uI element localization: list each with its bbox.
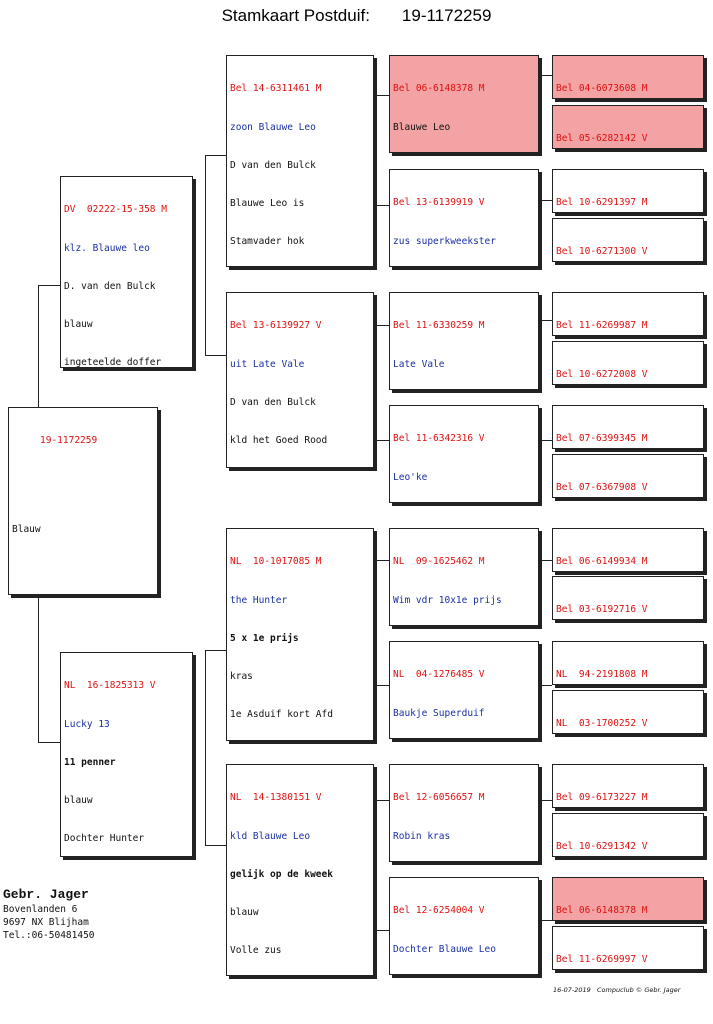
grandmother-maternal-card[interactable] [226, 764, 374, 976]
gggp-card[interactable] [552, 926, 704, 970]
ring-number: NL 94-2191808 M [556, 669, 648, 681]
connector [540, 320, 552, 321]
father-card[interactable] [60, 176, 193, 368]
connector [376, 800, 377, 930]
ring-number: NL 09-1625462 M [393, 556, 485, 568]
ring-number: Bel 11-6342316 V [393, 433, 485, 445]
gggp-card[interactable] [552, 641, 704, 685]
connector [376, 440, 389, 441]
info-line: blauw [64, 794, 93, 806]
owner-city: 9697 NX Blijham [3, 917, 89, 928]
connector [540, 440, 552, 441]
info-line: Volle zus [230, 944, 282, 956]
owner-name: Gebr. Jager [3, 887, 89, 902]
gggp-card[interactable] [552, 576, 704, 620]
gggp-card[interactable] [552, 169, 704, 213]
connector [205, 155, 206, 355]
gggp-card[interactable] [552, 218, 704, 262]
mother-card[interactable] [60, 652, 193, 857]
ring-number: Bel 04-6073608 M [556, 83, 648, 95]
connector [205, 845, 226, 846]
ggp-card[interactable] [389, 405, 539, 503]
grandfather-maternal-card[interactable] [226, 528, 374, 741]
gggp-card[interactable] [552, 454, 704, 498]
connector [205, 355, 226, 356]
connector [540, 800, 552, 801]
gggp-card[interactable] [552, 55, 704, 99]
info-line: kras [230, 670, 253, 682]
ring-number: NL 10-1017085 M [230, 556, 322, 568]
owner-phone: Tel.:06-50481450 [3, 930, 95, 941]
ggp-card[interactable] [389, 292, 539, 390]
ring-number: Bel 10-6291397 M [556, 197, 648, 209]
ring-number: Bel 06-6148378 M [556, 905, 648, 917]
info-line: Blauwe Leo is [230, 197, 305, 209]
info-line: 1e Asduif kort Afd [230, 708, 333, 720]
info-line: gelijk op de kweek [230, 868, 333, 880]
connector [376, 325, 389, 326]
ring-number: Bel 11-6269987 M [556, 320, 648, 332]
pigeon-name: Lucky 13 [64, 718, 110, 730]
gggp-card[interactable] [552, 877, 704, 921]
title-ring: 19-1172259 [401, 6, 492, 25]
ggp-card[interactable] [389, 169, 539, 267]
breeder: D van den Bulck [230, 159, 316, 171]
connector [205, 155, 226, 156]
connector [376, 325, 377, 440]
ring-number: Bel 13-6139919 V [393, 197, 485, 209]
pigeon-name: Wim vdr 10x1e prijs [393, 594, 502, 606]
ring-number: Bel 12-6056657 M [393, 792, 485, 804]
pigeon-name: Late Vale [393, 358, 445, 370]
gggp-card[interactable] [552, 764, 704, 808]
ring-number: Bel 10-6291342 V [556, 841, 648, 853]
info-line: Stamvader hok [230, 235, 305, 247]
pigeon-name: zoon Blauwe Leo [230, 121, 316, 133]
ring-number: NL 03-1700252 V [556, 718, 648, 730]
ggp-card[interactable] [389, 764, 539, 862]
ggp-card[interactable] [389, 55, 539, 153]
gggp-card[interactable] [552, 341, 704, 385]
ggp-card[interactable] [389, 528, 539, 626]
connector [376, 560, 377, 685]
gggp-card[interactable] [552, 690, 704, 734]
ring-number: Bel 05-6282142 V [556, 133, 648, 145]
info-line: blauw [230, 906, 259, 918]
ring-number: Bel 06-6149934 M [556, 556, 648, 568]
subject-ring: 19-1172259 [40, 435, 98, 447]
info-line: ingeteelde doffer [64, 356, 162, 368]
ring-number: NL 14-1380151 V [230, 792, 322, 804]
gggp-card[interactable] [552, 105, 704, 149]
info-line: Dochter Hunter [64, 832, 145, 844]
pigeon-name: Dochter Blauwe Leo [393, 943, 496, 955]
connector [376, 95, 389, 96]
pigeon-name: kld Blauwe Leo [230, 830, 311, 842]
ggp-card[interactable] [389, 641, 539, 739]
breeder: D. van den Bulck [64, 280, 156, 292]
gggp-card[interactable] [552, 405, 704, 449]
ring-number: DV 02222-15-358 M [64, 204, 167, 216]
connector [376, 560, 389, 561]
info-line: 11 penner [64, 756, 116, 768]
breeder: D van den Bulck [230, 396, 316, 408]
ring-number: Bel 07-6399345 M [556, 433, 648, 445]
connector [540, 920, 552, 921]
connector [540, 200, 552, 201]
connector [540, 685, 552, 686]
ring-number: Bel 07-6367908 V [556, 482, 648, 494]
owner-block [3, 886, 95, 942]
info-line: 5 x 1e prijs [230, 632, 299, 644]
ring-number: NL 04-1276485 V [393, 669, 485, 681]
connector [376, 95, 377, 205]
connector [376, 685, 389, 686]
pigeon-name: uit Late Vale [230, 358, 305, 370]
ring-number: Bel 09-6173227 M [556, 792, 648, 804]
grandmother-paternal-card[interactable] [226, 292, 374, 468]
title-label: Stamkaart Postduif: [221, 6, 370, 25]
gggp-card[interactable] [552, 292, 704, 336]
ring-number: NL 16-1825313 V [64, 680, 156, 692]
ring-number: Bel 13-6139927 V [230, 320, 322, 332]
connector [38, 285, 60, 286]
gggp-card[interactable] [552, 813, 704, 857]
connector [38, 285, 39, 407]
info-line: blauw [64, 318, 93, 330]
pigeon-name: the Hunter [230, 594, 288, 606]
grandfather-paternal-card[interactable] [226, 55, 374, 267]
connector [376, 800, 389, 801]
pigeon-name: Robin kras [393, 830, 451, 842]
pigeon-name: Leo'ke [393, 471, 428, 483]
ring-number: Bel 11-6269997 V [556, 954, 648, 966]
ring-number: Bel 14-6311461 M [230, 83, 322, 95]
pigeon-name: klz. Blauwe leo [64, 242, 150, 254]
pigeon-name: Baukje Superduif [393, 707, 485, 719]
ring-number: Bel 06-6148378 M [393, 83, 485, 95]
owner-street: Bovenlanden 6 [3, 904, 78, 915]
connector [205, 650, 206, 845]
gggp-card[interactable] [552, 528, 704, 572]
ggp-card[interactable] [389, 877, 539, 975]
connector [205, 650, 226, 651]
subject-color: Blauw [12, 524, 41, 536]
connector [38, 742, 60, 743]
connector [540, 560, 552, 561]
ring-number: Bel 10-6271300 V [556, 246, 648, 258]
ring-number: Bel 11-6330259 M [393, 320, 485, 332]
ring-number: Bel 10-6272008 V [556, 369, 648, 381]
connector [376, 205, 389, 206]
connector [38, 595, 39, 742]
page-title [0, 6, 713, 26]
connector [540, 75, 552, 76]
ring-number: Bel 03-6192716 V [556, 604, 648, 616]
ring-number: Bel 12-6254004 V [393, 905, 485, 917]
footer-credit: 16-07-2019 Compuclub © Gebr. Jager [553, 986, 681, 994]
pigeon-name: zus superkweekster [393, 235, 496, 247]
info-line: kld het Goed Rood [230, 434, 328, 446]
subject-card[interactable] [8, 407, 158, 595]
connector [376, 930, 389, 931]
pigeon-name: Blauwe Leo [393, 121, 451, 133]
